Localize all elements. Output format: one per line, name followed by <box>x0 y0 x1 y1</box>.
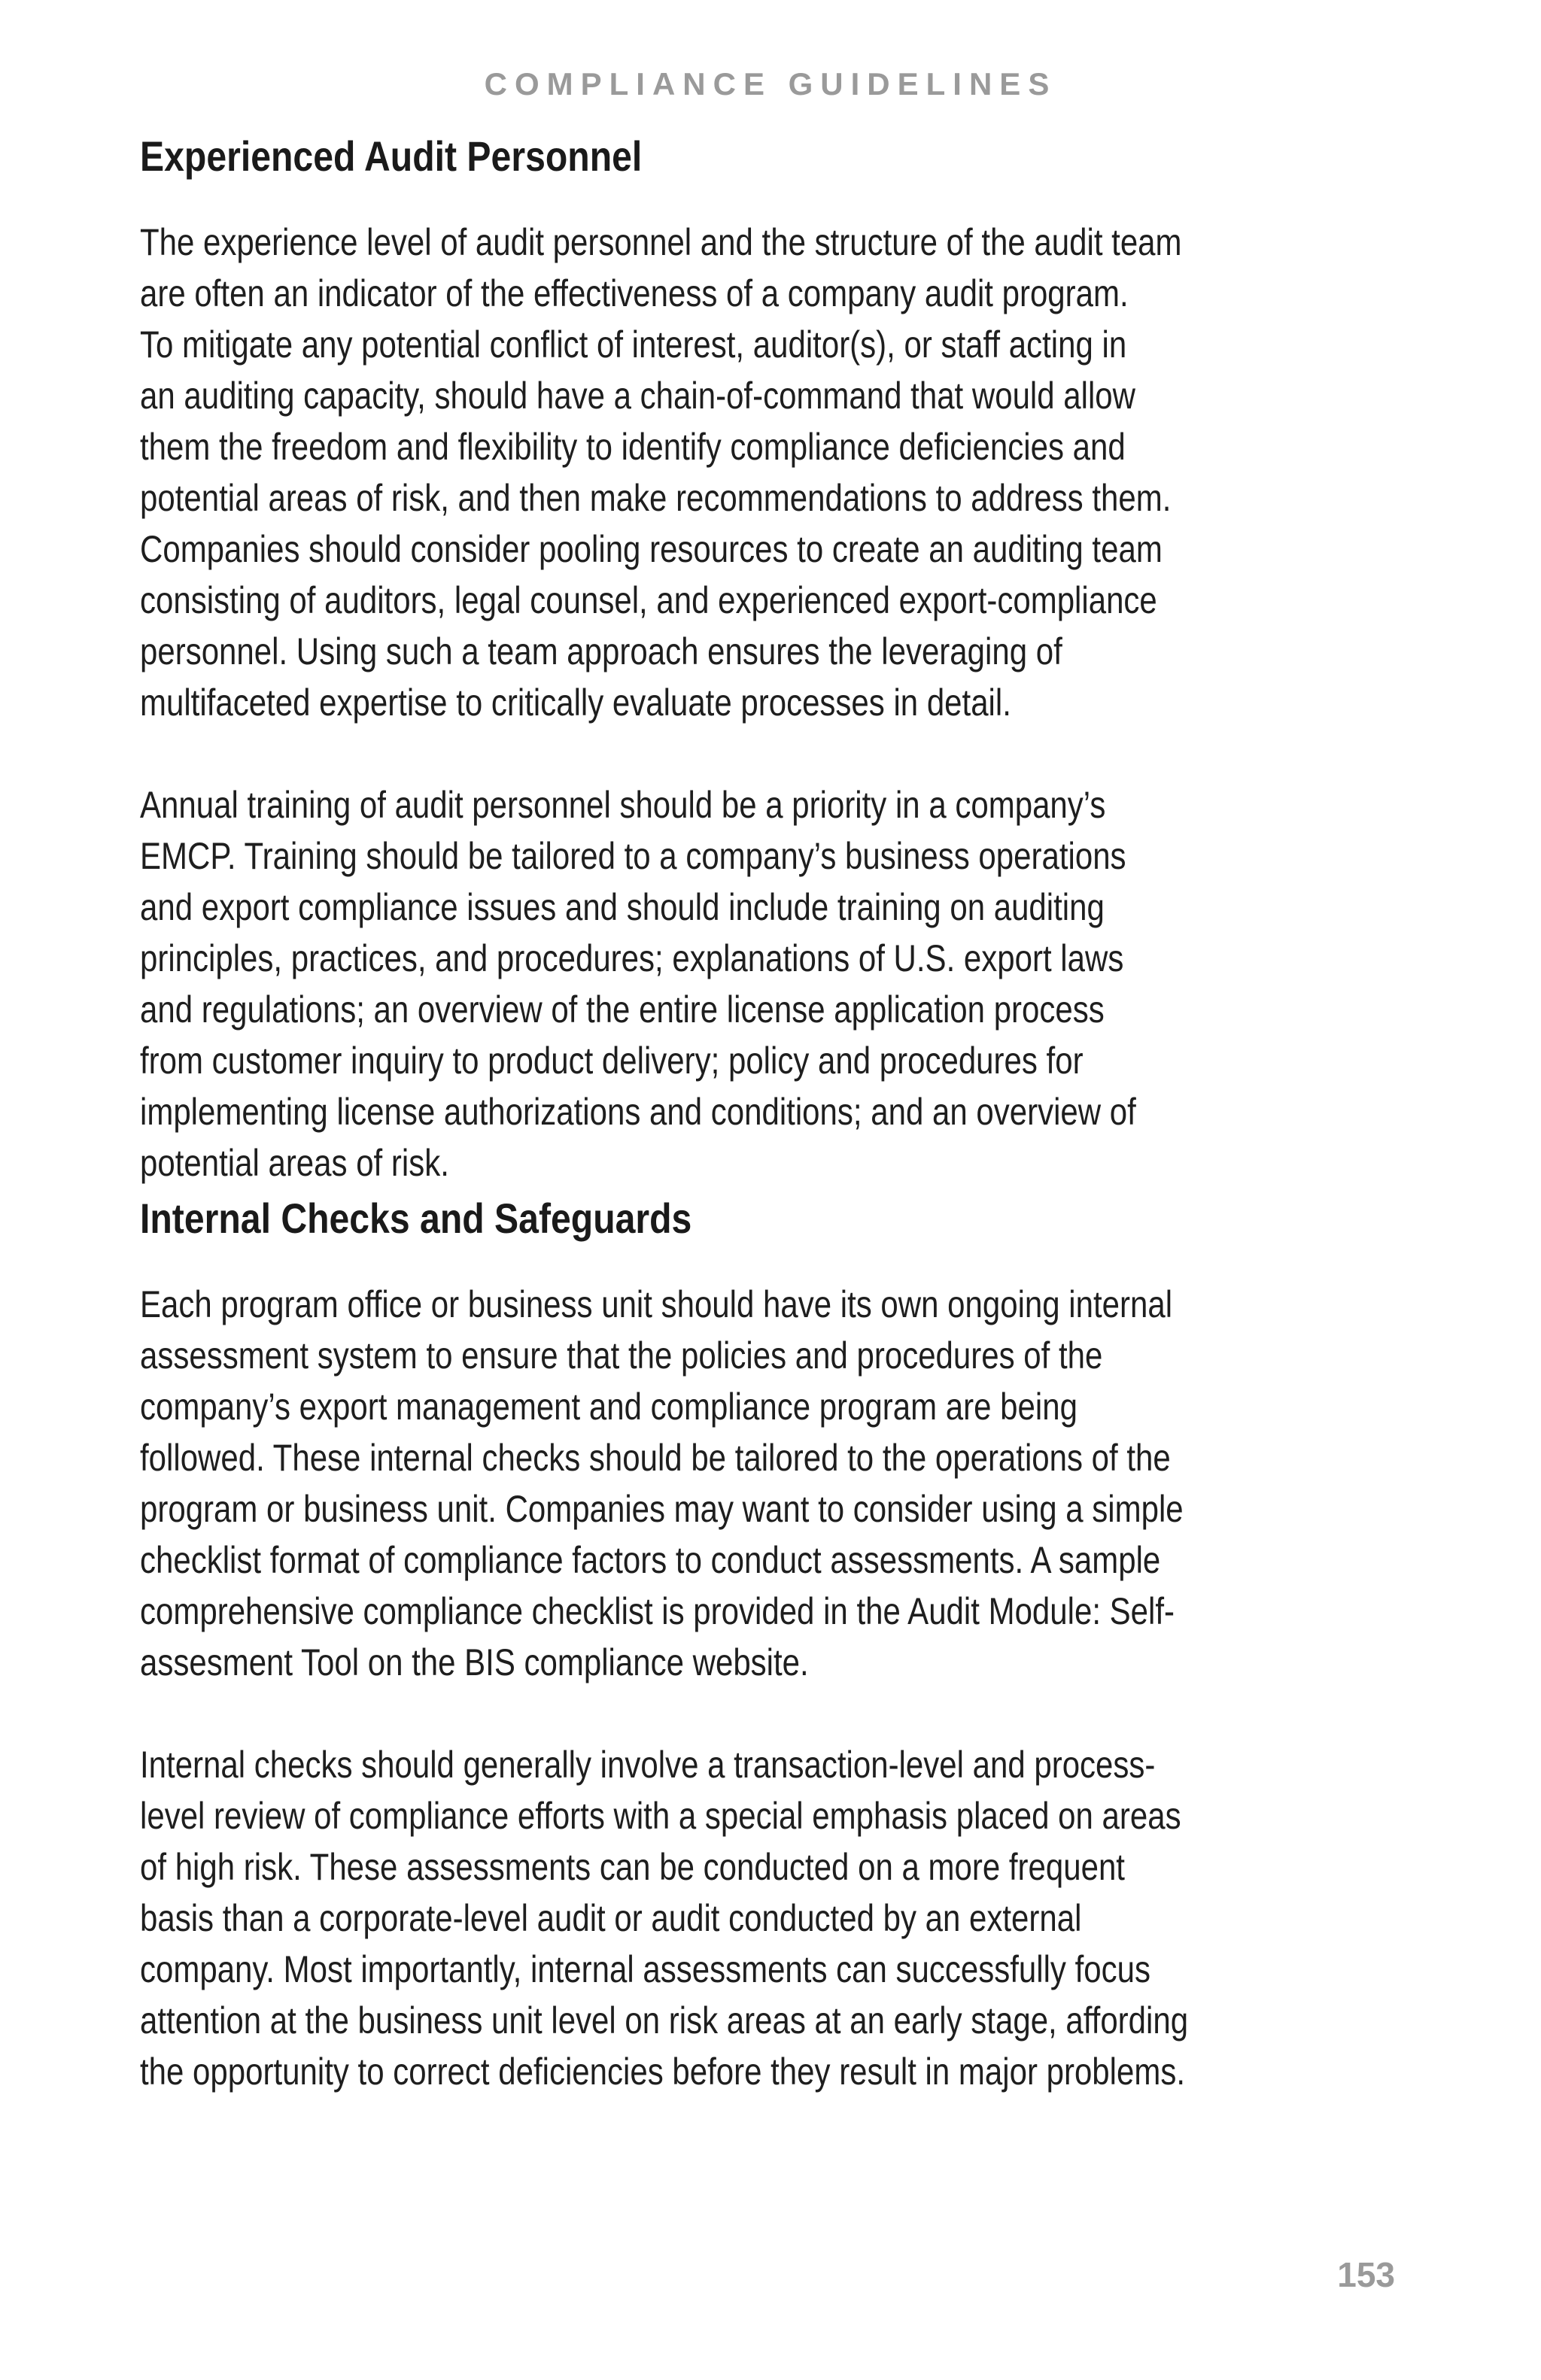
text-line: assesment Tool on the BIS compliance website. <box>140 1641 809 1683</box>
text-line: an auditing capacity, should have a chain-of-command that would allow <box>140 375 1135 417</box>
text-line: from customer inquiry to product delivery; policy and procedures for <box>140 1040 1084 1082</box>
text-line: followed. These internal checks should be tailored to the operations of the <box>140 1437 1171 1479</box>
text-line: The experience level of audit personnel and the structure of the audit team <box>140 221 1182 263</box>
page-content <box>140 126 1404 2097</box>
text-line: potential areas of risk, and then make recommendations to address them. <box>140 477 1172 519</box>
text-line: of high risk. These assessments can be conducted on a more frequent <box>140 1846 1125 1888</box>
text-line: and regulations; an overview of the entire license application process <box>140 988 1105 1031</box>
text-line: and export compliance issues and should include training on auditing <box>140 886 1105 928</box>
text-line: program or business unit. Companies may want to consider using a simple <box>140 1488 1184 1530</box>
text-line: implementing license authorizations and conditions; and an overview of <box>140 1091 1136 1133</box>
text-line: personnel. Using such a team approach ensures the leveraging of <box>140 630 1062 672</box>
running-header: COMPLIANCE GUIDELINES <box>484 66 1057 102</box>
section-heading-experienced-audit-personnel: Experienced Audit Personnel <box>140 132 643 180</box>
text-line: potential areas of risk. <box>140 1142 449 1184</box>
text-line: Internal checks should generally involve a transaction-level and process- <box>140 1744 1156 1786</box>
text-line: basis than a corporate-level audit or audit conducted by an external <box>140 1897 1082 1939</box>
text-line: consisting of auditors, legal counsel, and experienced export-compliance <box>140 579 1157 621</box>
text-line: the opportunity to correct deficiencies before they result in major problems. <box>140 2051 1186 2093</box>
paragraph <box>140 1739 1404 2097</box>
text-line: attention at the business unit level on risk areas at an early stage, affording <box>140 1999 1189 2042</box>
text-line: company’s export management and compliance program are being <box>140 1386 1077 1428</box>
text-line: multifaceted expertise to critically evaluate processes in detail. <box>140 682 1011 724</box>
text-line: EMCP. Training should be tailored to a company’s business operations <box>140 835 1126 877</box>
page-number: 153 <box>1337 2255 1395 2294</box>
text-line: level review of compliance efforts with a special emphasis placed on areas <box>140 1795 1181 1837</box>
text-line: company. Most importantly, internal assessments can successfully focus <box>140 1948 1150 1990</box>
text-line: assessment system to ensure that the policies and procedures of the <box>140 1334 1103 1377</box>
paragraph <box>140 1279 1404 1688</box>
text-line: comprehensive compliance checklist is provided in the Audit Module: Self- <box>140 1590 1175 1632</box>
text-line: Each program office or business unit should have its own ongoing internal <box>140 1283 1173 1325</box>
text-line: Companies should consider pooling resources to create an auditing team <box>140 528 1163 570</box>
text-line: checklist format of compliance factors to conduct assessments. A sample <box>140 1539 1161 1581</box>
text-line: principles, practices, and procedures; explanations of U.S. export laws <box>140 937 1124 979</box>
text-line: are often an indicator of the effectiveness of a company audit program. <box>140 272 1129 314</box>
paragraph <box>140 217 1404 728</box>
text-line: To mitigate any potential conflict of interest, auditor(s), or staff acting in <box>140 323 1127 366</box>
paragraph <box>140 779 1404 1188</box>
text-line: them the freedom and flexibility to identify compliance deficiencies and <box>140 426 1126 468</box>
text-line: Annual training of audit personnel should be a priority in a company’s <box>140 784 1106 826</box>
section-heading-internal-checks-and-safeguards: Internal Checks and Safeguards <box>140 1195 692 1242</box>
